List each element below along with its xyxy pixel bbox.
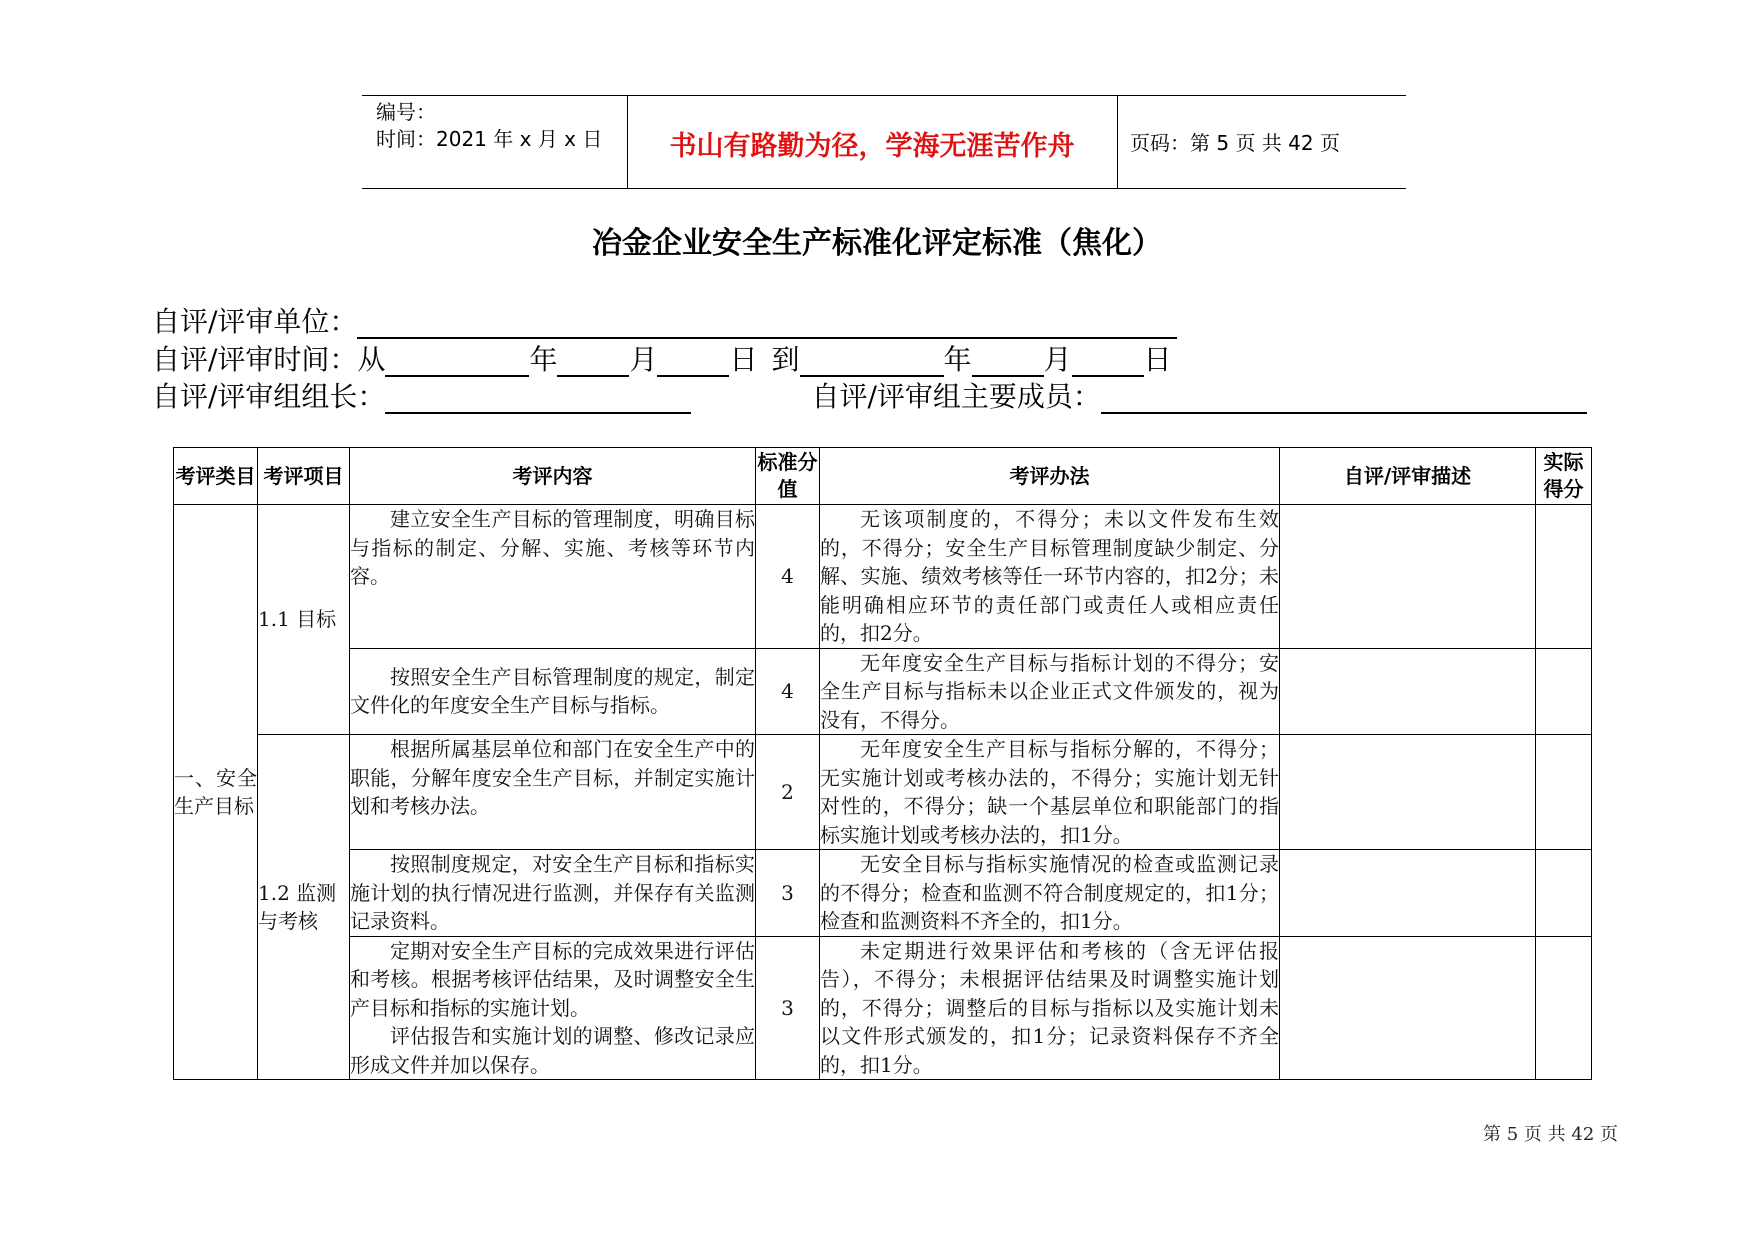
document-date: 时间：2021 年 x 月 x 日 [376,127,603,151]
to-year-label: 年 [943,343,972,376]
to-label: 到 [771,343,800,376]
to-day-field[interactable] [1072,345,1144,377]
header-method: 考评办法 [820,448,1280,505]
header-bottom-rule [362,188,1406,189]
category-cell: 一、安全生产目标 [174,505,258,1080]
from-year-field[interactable] [385,345,529,377]
content-paragraph: 建立安全生产目标的管理制度，明确目标与指标的制定、分解、实施、考核等环节内容。 [350,507,755,588]
content-paragraph: 根据所属基层单位和部门在安全生产中的职能，分解年度安全生产目标，并制定实施计划和考核办法。 [350,737,755,818]
header-item: 考评项目 [258,448,350,505]
standard-score-cell: 4 [756,648,820,735]
form-row-time [152,343,1172,377]
standard-score-cell: 4 [756,505,820,649]
actual-score-input-cell[interactable] [1536,735,1592,850]
content-cell [350,505,756,649]
actual-score-input-cell[interactable] [1536,505,1592,649]
header-actual-score: 实际得分 [1536,448,1592,505]
method-cell: 无年度安全生产目标与指标计划的不得分；安全生产目标与指标未以企业正式文件颁发的，视为没有，不得分。 [820,648,1280,735]
content-paragraph: 定期对安全生产目标的完成效果进行评估和考核。根据考核评估结果，及时调整安全生产目标和指标的实施计划。 [350,938,755,1020]
members-label: 自评/评审组主要成员： [811,380,1101,413]
standard-score-cell: 3 [756,850,820,937]
page-info: 页码：第 5 页 共 42 页 [1130,131,1340,155]
header-top-rule [362,95,1406,96]
actual-score-input-cell[interactable] [1536,850,1592,937]
item-cell: 1.2 监测与考核 [258,735,350,1080]
header-divider-right [1117,95,1118,188]
document-title: 冶金企业安全生产标准化评定标准（焦化） [592,226,1162,261]
unit-input-line[interactable] [357,307,1177,339]
time-label: 自评/评审时间：从 [152,343,386,376]
to-day-label: 日 [1143,343,1172,376]
leader-input-line[interactable] [385,382,691,414]
form-row-team [152,380,1587,414]
content-cell [350,735,756,850]
to-year-field[interactable] [800,345,944,377]
from-year-label: 年 [529,343,558,376]
motto-text: 书山有路勤为径，学海无涯苦作舟 [669,131,1075,162]
leader-label: 自评/评审组组长： [152,380,386,413]
content-cell [350,648,756,735]
description-input-cell[interactable] [1280,850,1536,937]
actual-score-input-cell[interactable] [1536,936,1592,1080]
table-row [174,936,1592,1080]
header-content: 考评内容 [350,448,756,505]
description-input-cell[interactable] [1280,735,1536,850]
document-number-label: 编号： [376,100,436,124]
content-paragraph: 按照安全生产目标管理制度的规定，制定文件化的年度安全生产目标与指标。 [350,664,755,718]
method-cell: 无该项制度的，不得分；未以文件发布生效的，不得分；安全生产目标管理制度缺少制定、分解、实施、绩效考核等任一环节内容的，扣2分；未能明确相应环节的责任部门或责任人或相应责任的，扣2分。 [820,505,1280,649]
method-cell: 无安全目标与指标实施情况的检查或监测记录的不得分；检查和监测不符合制度规定的，扣1分；检查和监测资料不齐全的，扣1分。 [820,850,1280,937]
standard-score-cell: 3 [756,936,820,1080]
members-input-line[interactable] [1101,382,1587,414]
table-row [174,505,1592,649]
table-header-row [174,448,1592,505]
header-category: 考评类目 [174,448,258,505]
content-cell [350,850,756,937]
content-paragraph: 评估报告和实施计划的调整、修改记录应形成文件并加以保存。 [350,1024,755,1077]
from-day-field[interactable] [657,345,729,377]
from-month-field[interactable] [557,345,629,377]
standard-score-cell: 2 [756,735,820,850]
form-row-unit [152,305,1177,339]
header-standard-score: 标准分值 [756,448,820,505]
table-row [174,648,1592,735]
actual-score-input-cell[interactable] [1536,648,1592,735]
description-input-cell[interactable] [1280,936,1536,1080]
description-input-cell[interactable] [1280,648,1536,735]
to-month-label: 月 [1043,343,1072,376]
header-description: 自评/评审描述 [1280,448,1536,505]
evaluation-table [173,447,1592,1080]
from-day-label: 日 [729,343,758,376]
to-month-field[interactable] [972,345,1044,377]
unit-label: 自评/评审单位： [152,305,358,338]
method-cell: 无年度安全生产目标与指标分解的，不得分；无实施计划或考核办法的，不得分；实施计划无针对性的，不得分；缺一个基层单位和职能部门的指标实施计划或考核办法的，扣1分。 [820,735,1280,850]
content-paragraph: 按照制度规定，对安全生产目标和指标实施计划的执行情况进行监测，并保存有关监测记录资料。 [350,852,755,933]
page-footer: 第 5 页 共 42 页 [1483,1124,1618,1145]
table-row [174,850,1592,937]
table-row [174,735,1592,850]
item-cell: 1.1 目标 [258,505,350,735]
from-month-label: 月 [629,343,658,376]
content-cell [350,936,756,1080]
description-input-cell[interactable] [1280,505,1536,649]
method-cell: 未定期进行效果评估和考核的（含无评估报告），不得分；未根据评估结果及时调整实施计划的，不得分；调整后的目标与指标以及实施计划未以文件形式颁发的，扣1分；记录资料保存不齐全的，扣1分。 [820,936,1280,1080]
